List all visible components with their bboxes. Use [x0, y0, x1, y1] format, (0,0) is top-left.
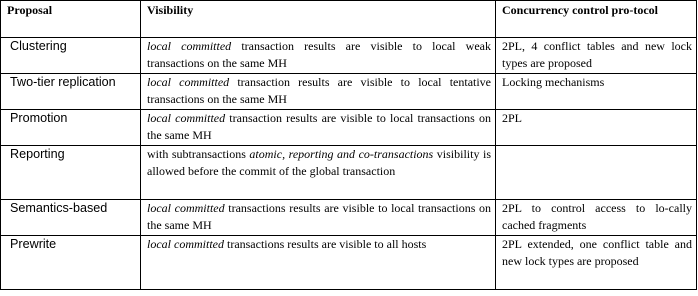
cell-visibility — [141, 236, 496, 290]
cell-visibility — [141, 110, 496, 146]
cell-proposal: Reporting — [1, 146, 141, 200]
cell-visibility — [141, 200, 496, 236]
cell-protocol — [496, 146, 697, 200]
cell-visibility — [141, 146, 496, 200]
table-header-row — [1, 1, 697, 38]
cell-visibility — [141, 74, 496, 110]
cell-proposal: Promotion — [1, 110, 141, 146]
visibility-prefix: with subtransactions — [147, 147, 250, 161]
cell-proposal: Prewrite — [1, 236, 141, 290]
cell-protocol: Locking mechanisms — [496, 74, 697, 110]
visibility-emphasis: local committed — [147, 237, 224, 251]
table-row — [1, 74, 697, 110]
header-visibility: Visibility — [141, 1, 496, 38]
visibility-text: transaction results are visible to local transactions on the same MH — [147, 111, 491, 143]
cell-protocol: 2PL to control access to lo-cally cached fragments — [496, 200, 697, 236]
table-row — [1, 146, 697, 200]
cell-proposal: Clustering — [1, 38, 141, 74]
visibility-emphasis: local committed — [147, 75, 230, 89]
table-row — [1, 110, 697, 146]
table-row — [1, 236, 697, 290]
visibility-emphasis: atomic, reporting and co-transactions — [249, 147, 434, 161]
cell-protocol: 2PL extended, one conflict table and new lock types are proposed — [496, 236, 697, 290]
table-row — [1, 38, 697, 74]
cell-protocol: 2PL, 4 conflict tables and new lock types are proposed — [496, 38, 697, 74]
visibility-text: transactions results are visible to local transactions on the same MH — [147, 201, 491, 233]
visibility-text: transaction results are visible to local weak transactions on the same MH — [147, 39, 491, 71]
table-row — [1, 200, 697, 236]
visibility-text: visibility is allowed before the commit of the global transaction — [147, 147, 491, 179]
visibility-emphasis: local committed — [147, 39, 232, 53]
cell-proposal: Semantics-based — [1, 200, 141, 236]
cell-visibility — [141, 38, 496, 74]
cell-proposal: Two-tier replication — [1, 74, 141, 110]
visibility-emphasis: local committed — [147, 111, 226, 125]
visibility-emphasis: local committed — [147, 201, 225, 215]
header-protocol: Concurrency control pro-tocol — [496, 1, 697, 38]
cell-protocol: 2PL — [496, 110, 697, 146]
visibility-text: transaction results are visible to local tentative transactions on the same MH — [147, 75, 492, 107]
visibility-text: transactions results are visible to all hosts — [223, 237, 427, 251]
header-proposal: Proposal — [1, 1, 141, 38]
